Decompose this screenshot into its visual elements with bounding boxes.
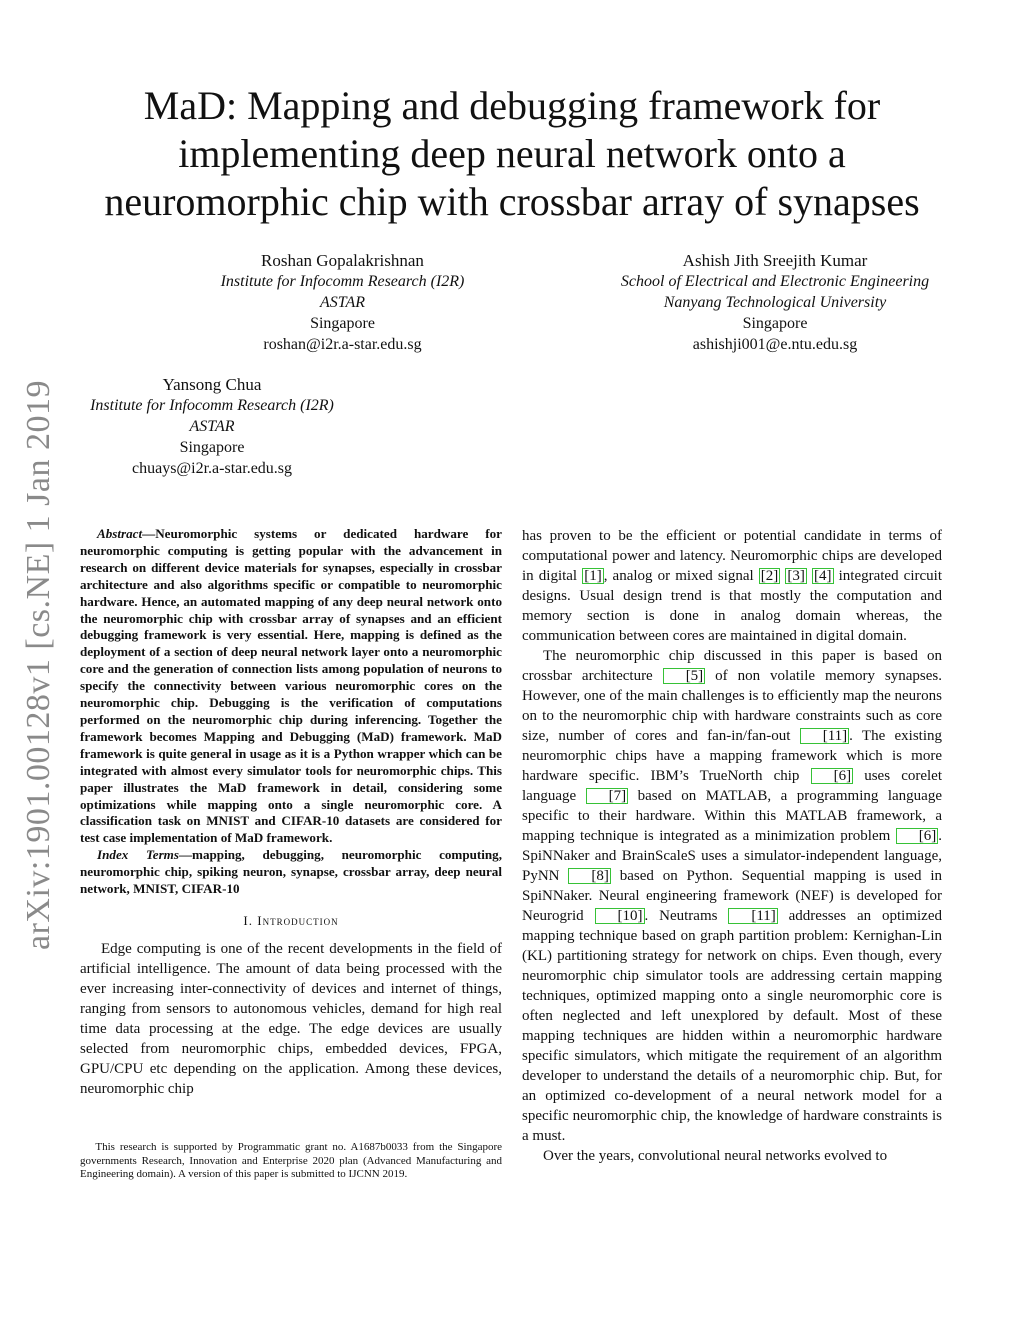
arxiv-identifier-stamp (14, 370, 64, 960)
author-name: Yansong Chua (162, 375, 262, 394)
text-run: based on MATLAB, a programming language specific to their hardware. Within this MATLAB framework, a mapping technique is integrated as a minimization problem (522, 788, 942, 844)
citation-link[interactable]: [8] (568, 868, 611, 884)
author-affiliation: School of Electrical and Electronic Engineering (620, 273, 930, 290)
author-country: Singapore (742, 315, 808, 332)
citation-link[interactable]: [7] (586, 788, 629, 804)
text-run: The neuromorphic chip discussed in this paper is based on crossbar architecture (522, 648, 942, 684)
citation-link[interactable]: [4] (814, 568, 832, 584)
body-paragraph-3: Over the years, convolutional neural networks evolved to (543, 1148, 888, 1164)
author-country: Singapore (310, 315, 375, 332)
index-terms (80, 847, 502, 898)
author-affiliation-2: ASTAR (319, 294, 366, 311)
index-terms-label: Index Terms (97, 847, 179, 863)
citation-link[interactable]: [11] (728, 908, 777, 924)
citation-link[interactable]: [2] (760, 568, 779, 584)
text-run: uses corelet language (522, 768, 942, 804)
author-email: ashishji001@e.ntu.edu.sg (692, 336, 858, 353)
text-run: , analog or mixed signal (603, 568, 759, 584)
author-affiliation-2: Nanyang Technological University (663, 294, 887, 311)
abstract (80, 526, 502, 847)
author-country: Singapore (179, 439, 245, 456)
text-run: . The existing neuromorphic chips have a mapping framework which is more hardware specific. IBM’s TrueNorth chip (522, 728, 943, 784)
author-block-1 (200, 250, 485, 355)
citation-link[interactable]: [11] (800, 728, 849, 744)
intro-paragraph: Edge computing is one of the recent developments in the field of artificial intelligence. The amount of data being processed with the ever increasing inter-connectivity of devices and internet of things, ranging from sensors to autonomous vehicles, demand for high real time data processing at the edge. The edge devices are usually selected from neuromorphic chips, embedded devices, FPGA, GPU/CPU etc depending on the application. Among these devices, neuromorphic chip (80, 940, 502, 1097)
citation-link[interactable]: [1] (584, 568, 602, 584)
footnote: This research is supported by Programmatic grant no. A1687b0033 from the Singapore governments Research, Innovation and Enterprise 2020 plan (Advanced Manufacturing and Engineering domain). A version of this paper is submitted to IJCNN 2019. (80, 1141, 502, 1181)
author-block-2 (600, 250, 950, 355)
text-run: addresses an optimized mapping technique based on graph partition problem: Kernighan-Lin (KL) partitioning strategy for network on chips. Even though, every neuromorphic chip simulator tools are addressing certain mapping techniques, optimized mapping onto a single neuromorphic core is often neglected and left unexplored by default. Most of these mapping techniques are hidden within a neuromorphic hardware specific simulators, which mitigate the requirement of an algorithm developer to understand the details of a neuromorphic chip. But, for an optimized co-development of a neural network model for a specific neuromorphic chip, the knowledge of hardware constraints is a must. (522, 908, 942, 1144)
author-affiliation: Institute for Infocomm Research (I2R) (90, 397, 334, 414)
citation-link[interactable]: [6] (811, 768, 854, 784)
author-name: Roshan Gopalakrishnan (261, 251, 424, 270)
author-block-3 (72, 374, 352, 479)
author-name: Ashish Jith Sreejith Kumar (682, 251, 868, 270)
author-affiliation-2: ASTAR (189, 418, 235, 435)
citation-link[interactable]: [3] (787, 568, 805, 584)
citation-link[interactable]: [10] (595, 908, 645, 924)
abstract-text: —Neuromorphic systems or dedicated hardware for neuromorphic computing is getting popular with the advancement in research on different device materials for synapses, especially in crossbar architecture and also algorithms specific or compatible to neuromorphic hardware. Hence, an automated mapping of any deep neural network onto the neuromorphic chip with crossbar array of synapses and an efficient debugging framework is very essential. Here, mapping is defined as the deployment of a section of deep neural network layer onto a neuromorphic core and the generation of connection lists among population of neurons to specify the connectivity between various neuromorphic cores on the neuromorphic chip. Debugging is the verification of computations performed on the neuromorphic chip during inferencing. Together the framework becomes Mapping and Debugging (MaD) framework. MaD framework is quite general in usage as it is a Python wrapper which can be integrated with almost every simulator tools for neuromorphic chips. This paper illustrates the MaD framework in detail, considering some optimizations while mapping onto a single neuromorphic core. A classification task on MNIST and CIFAR-10 datasets are considered for test case implementation of MaD framework. (80, 526, 502, 846)
text-run: of non volatile memory synapses. However, one of the main challenges is to efficiently map the neurons on to the neuromorphic chip with hardware constraints such as core size, number of cores and fan-in/fan-out (522, 668, 943, 744)
citation-link[interactable]: [6] (896, 828, 939, 844)
paper-title: MaD: Mapping and debugging framework for implementing deep neural network onto a neuromorphic chip with crossbar array of synapses (104, 83, 920, 224)
right-column (522, 526, 942, 1166)
author-email: roshan@i2r.a-star.edu.sg (263, 336, 422, 353)
citation-link[interactable]: [5] (663, 668, 706, 684)
text-run: integrated circuit designs. Usual design trend is that mostly the computation and memory section is done in analog domain whereas, the communication between cores are maintained in digital domain. (522, 568, 942, 644)
body-paragraph-1 (522, 526, 942, 646)
arxiv-stamp-text: arXiv:1901.00128v1 [cs.NE] 1 Jan 2019 (20, 380, 57, 950)
text-run: has proven to be the efficient or potential candidate in terms of computational power and latency. Neuromorphic chips are developed in digital (522, 528, 942, 584)
body-paragraph-2 (522, 646, 942, 1146)
abstract-label: Abstract (97, 526, 143, 541)
section-heading-introduction: I. Introduction (243, 912, 339, 928)
left-column (80, 526, 502, 1099)
author-affiliation: Institute for Infocomm Research (I2R) (220, 273, 465, 290)
text-run: . SpiNNaker and BrainScaleS uses a simulator-independent language, PyNN (522, 828, 942, 884)
text-run: . Neutrams (644, 908, 729, 924)
text-run: based on Python. Sequential mapping is used in SpiNNaker. Neural engineering framework (NEF) is developed for Neurogrid (522, 868, 942, 924)
index-terms-text: —mapping, debugging, neuromorphic computing, neuromorphic chip, spiking neuron, synapse, crossbar array, deep neural network, MNIST, CIFAR-10 (80, 847, 502, 897)
author-email: chuays@i2r.a-star.edu.sg (131, 460, 293, 477)
